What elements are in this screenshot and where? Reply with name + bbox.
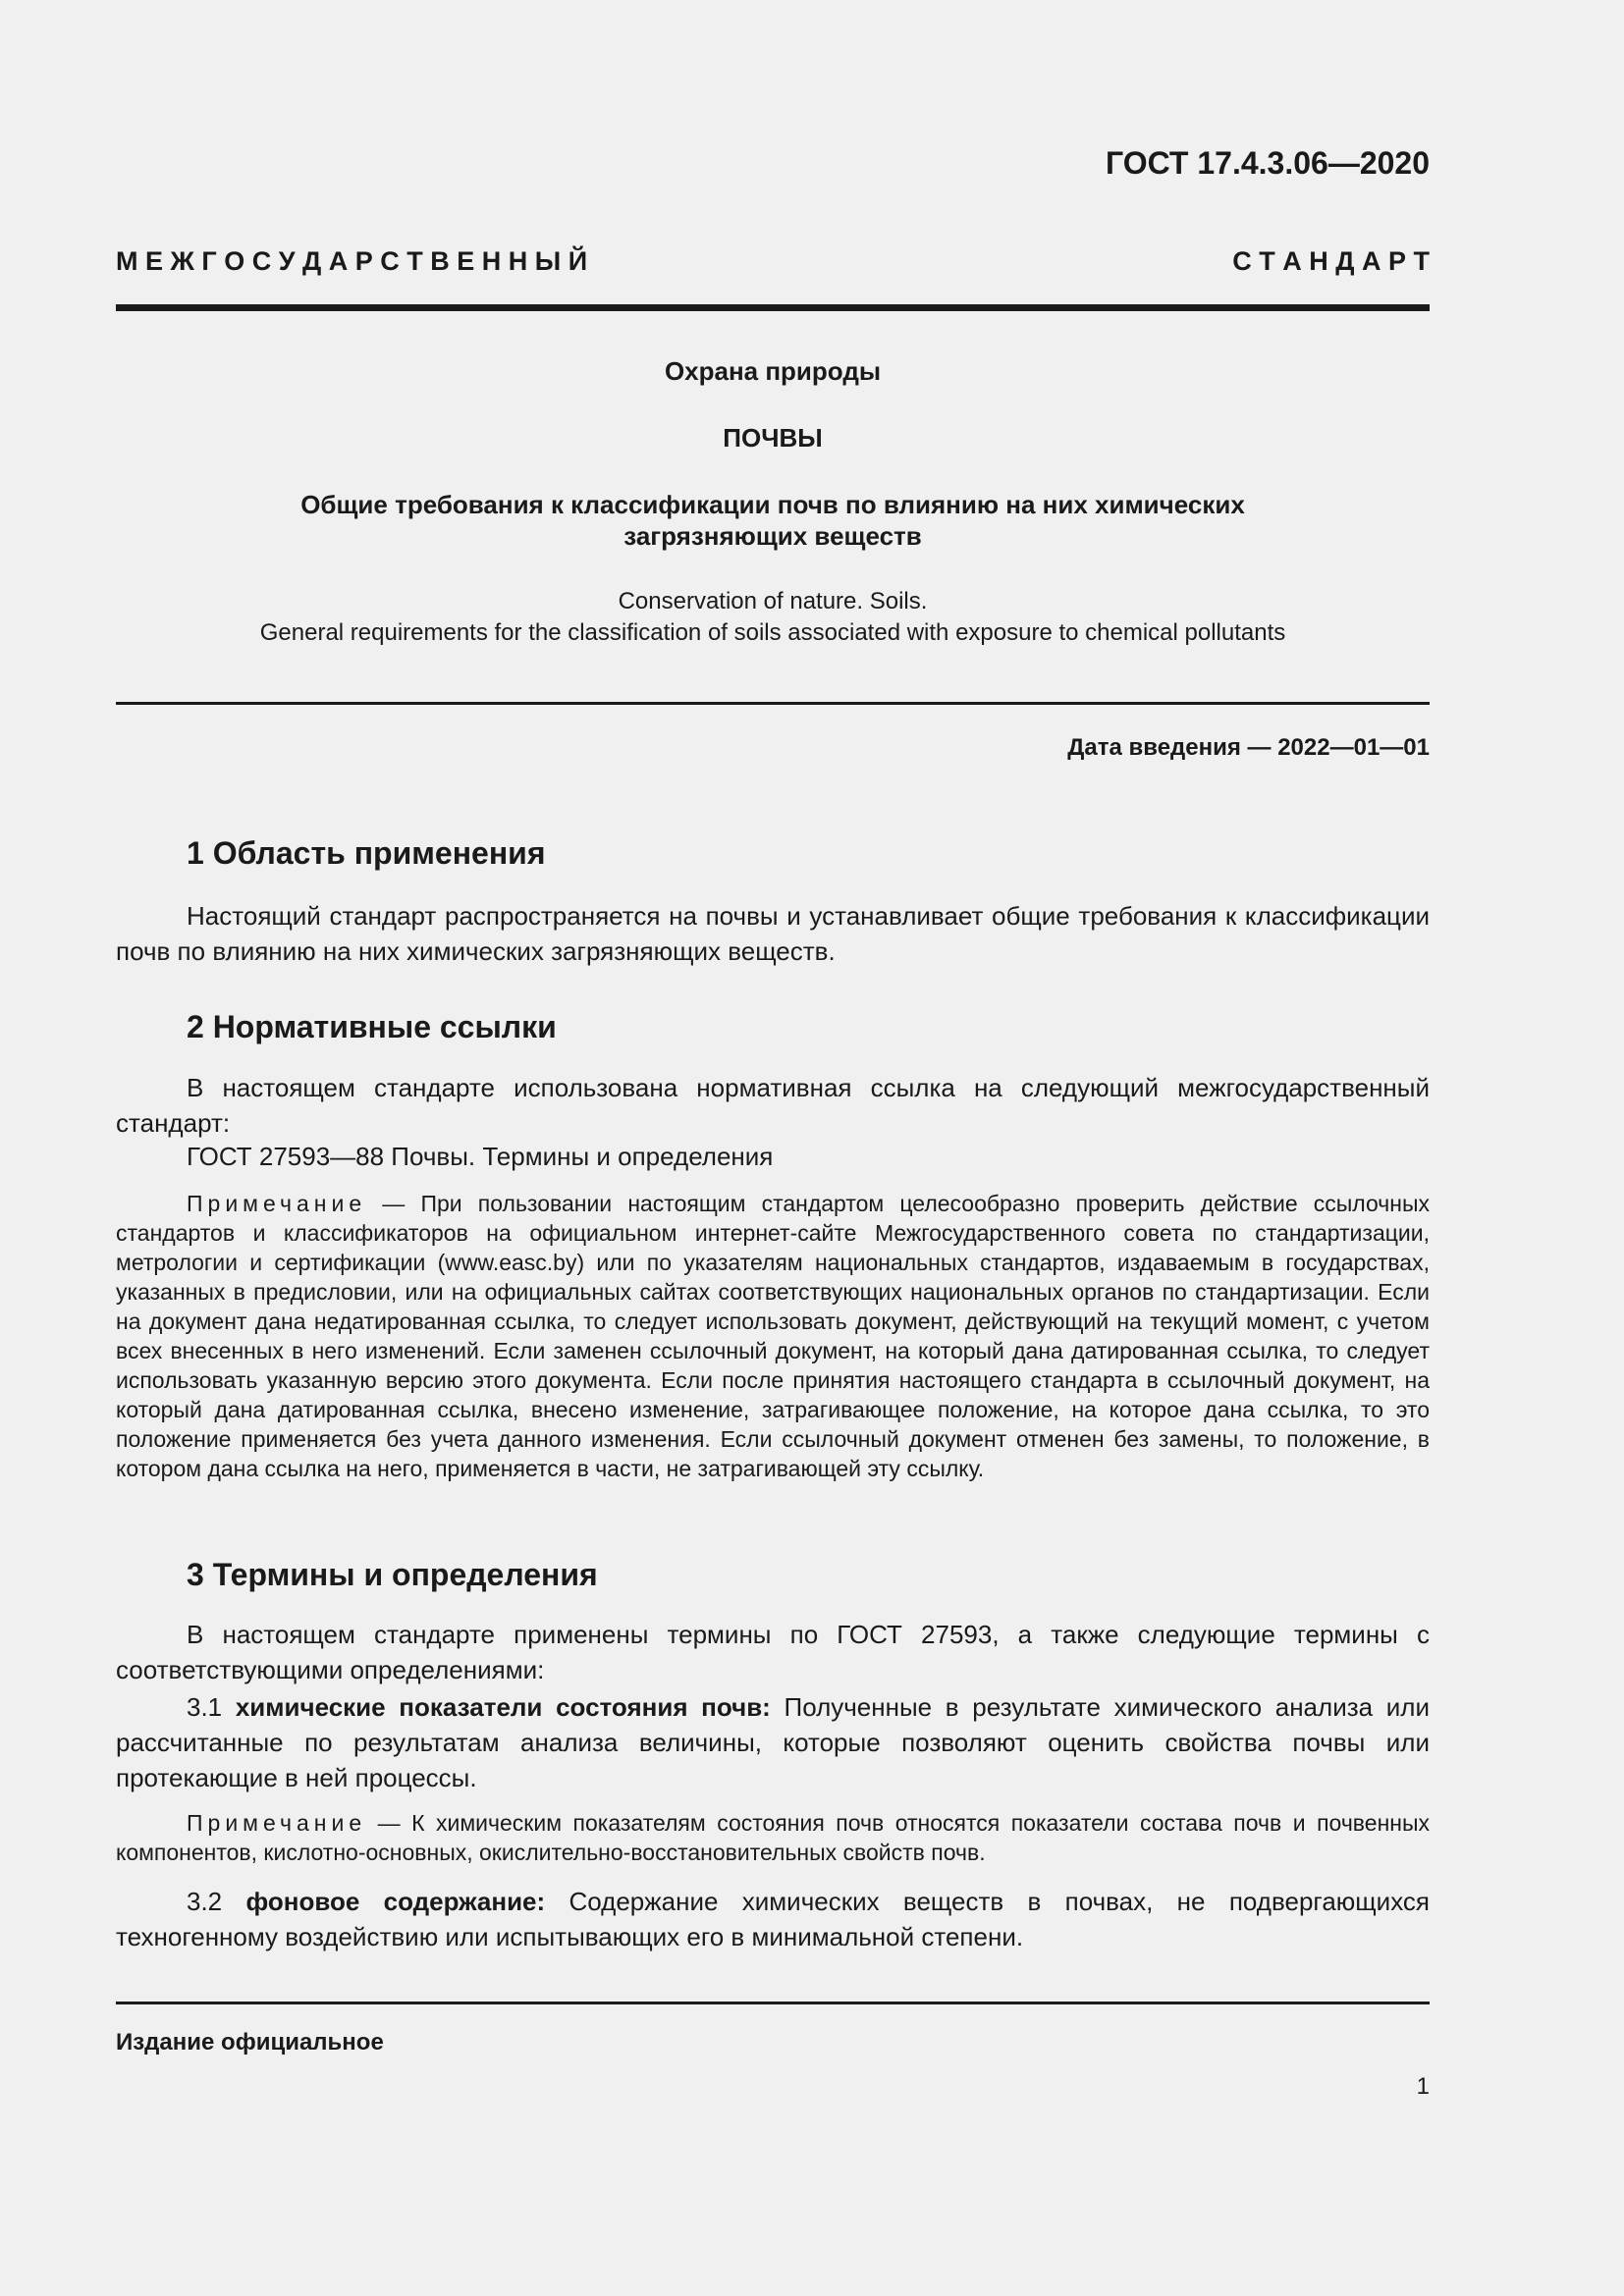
page-number: 1	[1416, 2073, 1430, 2100]
section-3-paragraph	[116, 1617, 1430, 1687]
term-3-1-note-text: — К химическим показателям состояния почв относятся показатели состава почв и почвенных компонентов, кислотно-основных, окислительно-восстановительных свойств почв.	[116, 1810, 1430, 1865]
term-3-1-definition: Полученные в результате химического анализа или рассчитанные по результатам анализа величины, которые позволяют оценить свойства почвы или протекающие в ней процессы.	[116, 1692, 1430, 1792]
section-2-text: В настоящем стандарте использована нормативная ссылка на следующий межгосударственный стандарт:	[116, 1073, 1430, 1138]
title-subtitle-line-1: Общие требования к классификации почв по влиянию на них химических	[300, 490, 1245, 519]
term-3-1-number: 3.1	[187, 1692, 236, 1722]
standard-type-word-1: М Е Ж Г О С У Д А Р С Т В Е Н Н Ы Й	[116, 246, 588, 276]
term-3-1-note	[116, 1808, 1430, 1867]
term-3-2-definition: Содержание химических веществ в почвах, не подвергающихся техногенному воздействию или испытывающих его в минимальной степени.	[116, 1887, 1430, 1951]
introduction-date: Дата введения — 2022—01—01	[1067, 734, 1430, 761]
section-2-heading: 2 Нормативные ссылки	[187, 1009, 557, 1044]
footer-divider	[116, 2002, 1430, 2004]
section-2-note	[116, 1189, 1430, 1483]
section-1-paragraph	[116, 898, 1430, 969]
term-3-1-note-label: Примечание	[187, 1810, 367, 1836]
title-divider	[116, 702, 1430, 705]
english-title-line-1: Conservation of nature. Soils.	[618, 588, 928, 614]
section-2-note-label: Примечание	[187, 1191, 367, 1216]
english-title	[116, 586, 1430, 649]
section-3-text: В настоящем стандарте применены термины по ГОСТ 27593, а также следующие термины с соответствующими определениями:	[116, 1620, 1430, 1684]
normative-reference: ГОСТ 27593—88 Почвы. Термины и определения	[187, 1142, 774, 1171]
term-3-2-term: фоновое содержание:	[245, 1887, 546, 1916]
document-code: ГОСТ 17.4.3.06—2020	[1106, 145, 1430, 181]
standard-type-word-2: С Т А Н Д А Р Т	[1232, 246, 1430, 276]
official-edition-label: Издание официальное	[116, 2029, 384, 2056]
standard-type-header	[116, 246, 1430, 277]
term-3-2-number: 3.2	[187, 1887, 246, 1916]
section-3-heading: 3 Термины и определения	[187, 1557, 598, 1592]
english-title-line-2: General requirements for the classification of soils associated with exposure to chemical pollutants	[259, 619, 1286, 646]
title-subtitle-line-2: загрязняющих веществ	[623, 521, 922, 551]
term-3-1	[116, 1689, 1430, 1795]
title-category: Охрана природы	[664, 356, 882, 386]
section-2-paragraph	[116, 1070, 1430, 1141]
title-subtitle	[116, 489, 1430, 552]
header-divider	[116, 304, 1430, 311]
term-3-2	[116, 1884, 1430, 1954]
section-2-note-text: — При пользовании настоящим стандартом целесообразно проверить действие ссылочных стандартов и классификаторов на официальном интернет-сайте Межгосударственного совета по стандартизации, метрологии и сертификации (www.easc.by) или по указателям национальных стандартов, издаваемым в государствах, указанных в предисловии, или на официальных сайтах соответствующих национальных органов по стандартизации. Если на документ дана недатированная ссылка, то следует использовать документ, действующий на текущий момент, с учетом всех внесенных в него изменений. Если заменен ссылочный документ, на который дана датированная ссылка, то следует использовать указанную версию этого документа. Если после принятия настоящего стандарта в ссылочный документ, на который дана датированная ссылка, внесено изменение, затрагивающее положение, на которое дана ссылка, то это положение применяется без учета данного изменения. Если ссылочный документ отменен без замены, то положение, в котором дана ссылка на него, применяется в части, не затрагивающей эту ссылку.	[116, 1191, 1430, 1481]
section-1-text: Настоящий стандарт распространяется на почвы и устанавливает общие требования к классификации почв по влиянию на них химических загрязняющих веществ.	[116, 901, 1430, 966]
section-1-heading: 1 Область применения	[187, 835, 546, 871]
title-name: ПОЧВЫ	[723, 423, 823, 453]
term-3-1-term: химические показатели состояния почв:	[235, 1692, 771, 1722]
